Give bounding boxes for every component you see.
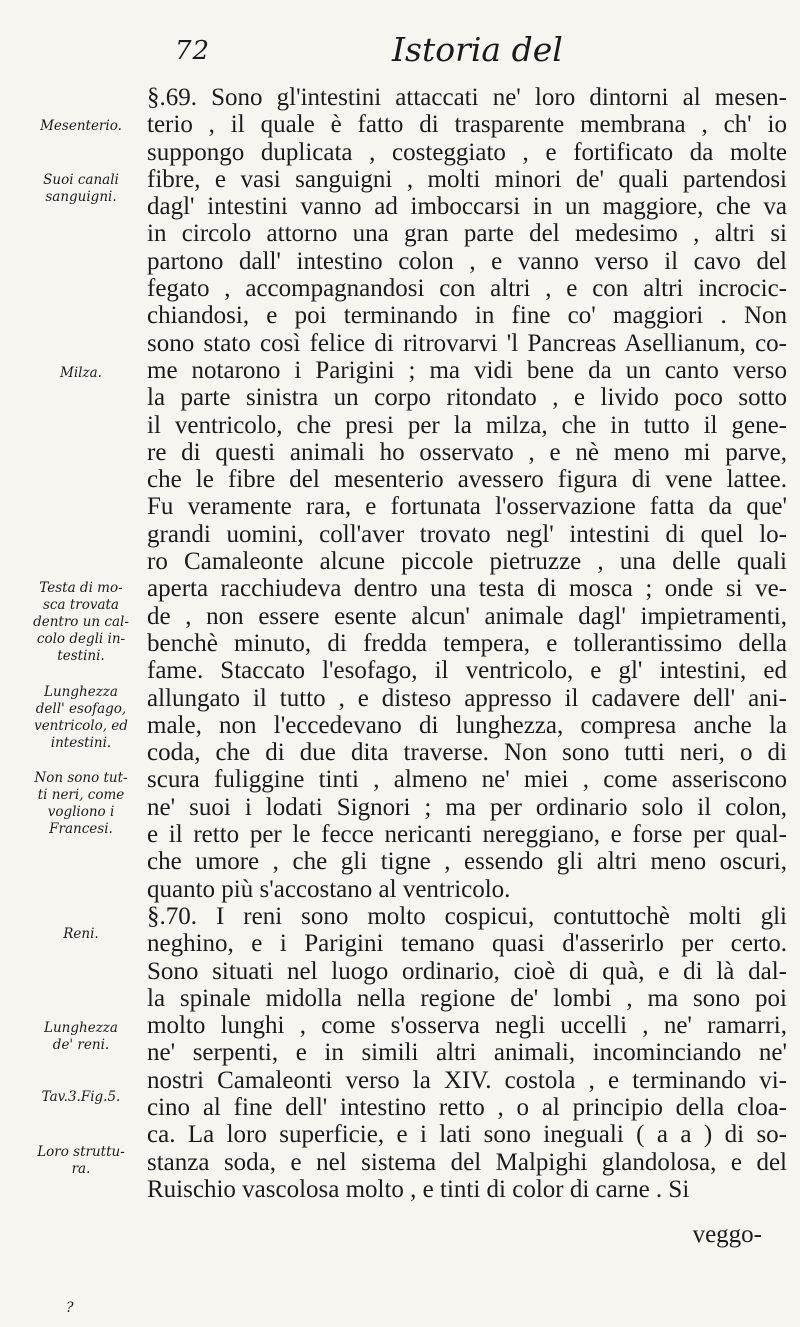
text-line: dagl' intestini vanno ad imboccarsi in un maggiore, che va: [147, 193, 787, 221]
text-line: molto lunghi , come s'osserva negli uccelli , ne' ramarri,: [147, 1012, 787, 1040]
text-line: fibre, e vasi sanguigni , molti minori de' quali partendosi: [147, 165, 787, 193]
text-line: benchè minuto, di fredda tempera, e tollerantissimo della: [147, 629, 787, 657]
text-line: Sono situati nel luogo ordinario, cioè di quà, e di là dal-: [147, 957, 787, 985]
text-line: suppongo duplicata , costeggiato , e fortificato da molte: [147, 138, 787, 166]
text-line: il ventricolo, che presi per la milza, che in tutto il gene-: [147, 411, 787, 439]
text-line: me notarono i Parigini ; ma vidi bene da un canto verso: [147, 356, 787, 384]
margin-note: Milza.: [60, 365, 102, 381]
text-line: fame. Staccato l'esofago, il ventricolo, e gl' intestini, ed: [147, 657, 787, 685]
text-line: scura fuliggine tinti , almeno ne' miei , come asseriscono: [147, 766, 787, 794]
text-line: allungato il tutto , e disteso appresso il cadavere dell' ani-: [147, 684, 787, 712]
text-line: in circolo attorno una gran parte del medesimo , altri si: [147, 220, 787, 248]
text-line: §.70. I reni sono molto cospicui, contuttochè molti gli: [147, 902, 787, 930]
text-line: coda, che di due dita traverse. Non sono tutti neri, o di: [147, 739, 787, 767]
page-header: [0, 30, 800, 70]
margin-note: Reni.: [63, 926, 99, 942]
text-line: fegato , accompagnandosi con altri , e con altri incrocic-: [147, 275, 787, 303]
text-line: male, non l'eccedevano di lunghezza, compresa anche la: [147, 711, 787, 739]
catchword: veggo-: [692, 1221, 762, 1248]
text-line: quanto più s'accostano al ventricolo.: [147, 875, 511, 903]
text-line: grandi uomini, coll'aver trovato negl' intestini di quel lo-: [147, 520, 787, 548]
margin-note: Loro struttu- ra.: [37, 1144, 125, 1177]
page-number: 72: [175, 36, 211, 66]
text-line: §.69. Sono gl'intestini attaccati ne' loro dintorni al mesen-: [147, 84, 787, 111]
margin-note: Mesenterio.: [40, 118, 122, 134]
text-line: ne' serpenti, e in simili altri animali, incominciando ne': [147, 1039, 787, 1067]
signature-mark: ?: [66, 1300, 74, 1316]
running-title: Istoria del: [392, 30, 563, 69]
text-line: re di questi animali ho osservato , e nè meno mi parve,: [147, 438, 787, 466]
text-line: Fu veramente rara, e fortunata l'osservazione fatta da que': [147, 493, 787, 521]
text-line: de , non essere esente alcun' animale dagl' impietramenti,: [147, 602, 787, 630]
text-line: chiandosi, e poi terminando in fine co' maggiori . Non: [147, 302, 787, 330]
text-line: la spinale midolla nella regione de' lombi , ma sono poi: [147, 984, 787, 1012]
text-line: partono dall' intestino colon , e vanno verso il cavo del: [147, 247, 787, 275]
margin-note: Non sono tut- ti neri, come vogliono i Francesi.: [34, 770, 128, 837]
text-line: e il retto per le fecce nericanti nereggiano, e forse per qual-: [147, 821, 787, 849]
margin-note: Tav.3.Fig.5.: [41, 1089, 121, 1105]
text-line: che le fibre del mesenterio avessero figura di vene lattee.: [147, 466, 787, 494]
text-line: stanza soda, e nel sistema del Malpighi glandolosa, e del: [147, 1148, 787, 1176]
text-line: la parte sinistra un corpo ritondato , e livido poco sotto: [147, 384, 787, 412]
text-line: che umore , che gli tigne , essendo gli altri meno oscuri,: [147, 848, 787, 876]
text-line: Ruischio vascolosa molto , e tinti di color di carne . Si: [147, 1175, 690, 1203]
text-line: aperta racchiudeva dentro una testa di mosca ; onde si ve-: [147, 575, 787, 603]
text-line: ro Camaleonte alcune piccole pietruzze , una delle quali: [147, 548, 787, 576]
margin-note: Suoi canali sanguigni.: [43, 172, 119, 205]
text-line: sono stato così felice di ritrovarvi 'l Pancreas Asellianum, co-: [147, 329, 787, 357]
text-line: cino al fine dell' intestino retto , o al principio della cloa-: [147, 1093, 787, 1121]
text-line: nostri Camaleonti verso la XIV. costola , e terminando vi-: [147, 1066, 787, 1094]
margin-note: Testa di mo- sca trovata dentro un cal- colo degli in- testini.: [33, 580, 129, 664]
text-line: terio , il quale è fatto di trasparente membrana , ch' io: [147, 111, 787, 139]
margin-note: Lunghezza dell' esofago, ventricolo, ed intestini.: [34, 684, 128, 751]
text-line: neghino, e i Parigini temano quasi d'asserirlo per certo.: [147, 930, 787, 958]
text-line: ca. La loro superficie, e i lati sono ineguali ( a a ) di so-: [147, 1121, 787, 1149]
margin-note: Lunghezza de' reni.: [44, 1020, 118, 1053]
body-text: [147, 84, 787, 1203]
text-line: ne' suoi i lodati Signori ; ma per ordinario solo il colon,: [147, 793, 787, 821]
